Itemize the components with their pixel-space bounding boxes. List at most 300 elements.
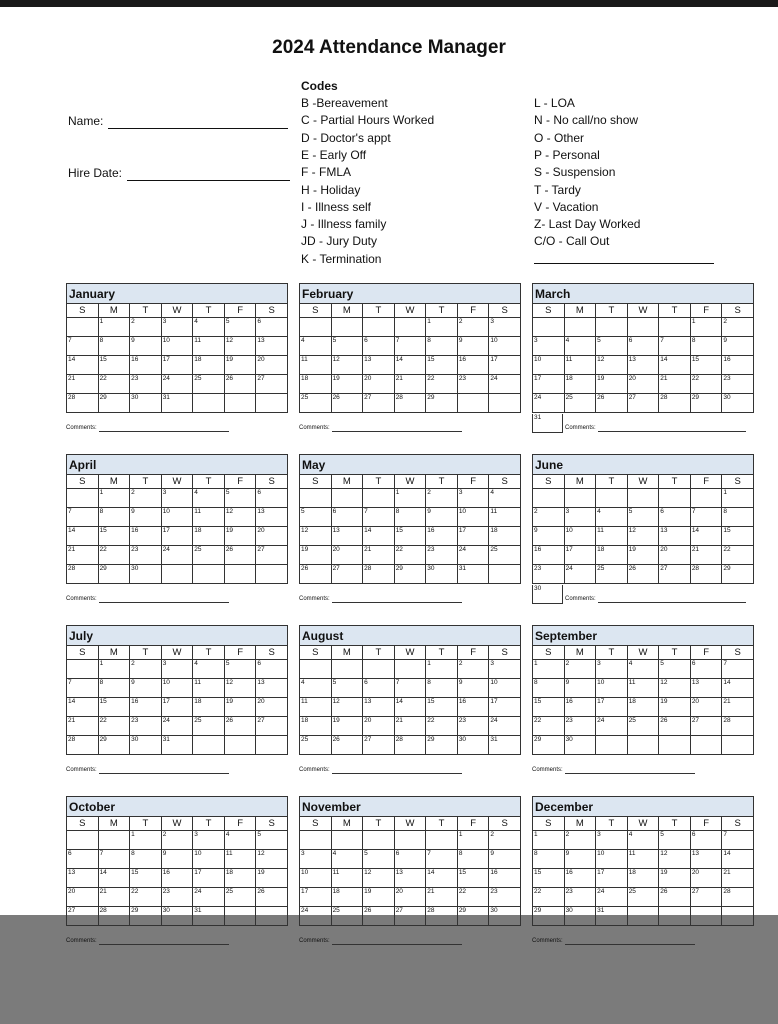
- day-cell[interactable]: [193, 565, 225, 584]
- day-cell[interactable]: 15: [394, 527, 426, 546]
- day-cell[interactable]: [627, 489, 659, 508]
- day-cell[interactable]: 12: [596, 356, 628, 375]
- day-cell[interactable]: 14: [67, 356, 99, 375]
- day-cell[interactable]: 18: [193, 698, 225, 717]
- day-cell[interactable]: 17: [489, 356, 521, 375]
- day-cell[interactable]: 22: [722, 546, 754, 565]
- day-cell[interactable]: 17: [533, 375, 565, 394]
- day-cell[interactable]: 8: [457, 850, 489, 869]
- day-cell[interactable]: 25: [627, 717, 659, 736]
- day-cell[interactable]: 19: [363, 888, 395, 907]
- day-cell[interactable]: 2: [130, 660, 162, 679]
- day-cell[interactable]: 5: [224, 489, 256, 508]
- day-cell[interactable]: 29: [457, 907, 489, 926]
- day-cell[interactable]: 17: [161, 698, 193, 717]
- day-cell[interactable]: 20: [331, 546, 363, 565]
- day-cell[interactable]: 20: [256, 356, 288, 375]
- day-cell[interactable]: 21: [690, 546, 722, 565]
- day-cell[interactable]: 29: [130, 907, 162, 926]
- day-cell[interactable]: 13: [394, 869, 426, 888]
- day-cell[interactable]: [98, 831, 130, 850]
- day-cell[interactable]: 19: [659, 698, 691, 717]
- day-cell[interactable]: 27: [363, 394, 395, 413]
- day-cell[interactable]: 2: [426, 489, 458, 508]
- day-cell[interactable]: 3: [161, 318, 193, 337]
- day-cell[interactable]: 20: [394, 888, 426, 907]
- day-cell[interactable]: 4: [627, 831, 659, 850]
- day-cell[interactable]: 7: [67, 679, 99, 698]
- day-cell[interactable]: 5: [300, 508, 332, 527]
- day-cell[interactable]: 22: [426, 717, 458, 736]
- comments-field[interactable]: [299, 766, 462, 774]
- day-cell[interactable]: 27: [331, 565, 363, 584]
- day-cell[interactable]: [659, 907, 691, 926]
- day-cell[interactable]: 27: [67, 907, 99, 926]
- day-cell[interactable]: 30: [130, 565, 162, 584]
- day-cell[interactable]: 30: [532, 585, 563, 604]
- day-cell[interactable]: 15: [98, 527, 130, 546]
- day-cell[interactable]: 17: [596, 698, 628, 717]
- day-cell[interactable]: [224, 907, 256, 926]
- day-cell[interactable]: 4: [564, 337, 596, 356]
- day-cell[interactable]: 1: [457, 831, 489, 850]
- day-cell[interactable]: 1: [130, 831, 162, 850]
- day-cell[interactable]: 28: [98, 907, 130, 926]
- day-cell[interactable]: 13: [331, 527, 363, 546]
- day-cell[interactable]: 9: [130, 337, 162, 356]
- day-cell[interactable]: 18: [224, 869, 256, 888]
- day-cell[interactable]: 18: [596, 546, 628, 565]
- day-cell[interactable]: 5: [363, 850, 395, 869]
- day-cell[interactable]: 20: [690, 869, 722, 888]
- day-cell[interactable]: 7: [426, 850, 458, 869]
- day-cell[interactable]: 9: [722, 337, 754, 356]
- day-cell[interactable]: 24: [596, 888, 628, 907]
- day-cell[interactable]: 8: [426, 679, 458, 698]
- day-cell[interactable]: 12: [659, 679, 691, 698]
- day-cell[interactable]: 16: [161, 869, 193, 888]
- day-cell[interactable]: 9: [161, 850, 193, 869]
- day-cell[interactable]: 17: [300, 888, 332, 907]
- day-cell[interactable]: 23: [564, 888, 596, 907]
- day-cell[interactable]: 28: [394, 394, 426, 413]
- day-cell[interactable]: 11: [489, 508, 521, 527]
- day-cell[interactable]: 21: [426, 888, 458, 907]
- day-cell[interactable]: 6: [331, 508, 363, 527]
- day-cell[interactable]: [596, 318, 628, 337]
- comments-line[interactable]: [332, 938, 462, 945]
- day-cell[interactable]: 10: [564, 527, 596, 546]
- day-cell[interactable]: 30: [130, 394, 162, 413]
- comments-line[interactable]: [332, 596, 462, 603]
- day-cell[interactable]: 18: [193, 527, 225, 546]
- day-cell[interactable]: 22: [98, 546, 130, 565]
- day-cell[interactable]: 11: [300, 356, 332, 375]
- day-cell[interactable]: 7: [394, 679, 426, 698]
- day-cell[interactable]: [394, 318, 426, 337]
- day-cell[interactable]: 1: [426, 660, 458, 679]
- day-cell[interactable]: 14: [98, 869, 130, 888]
- day-cell[interactable]: 5: [331, 337, 363, 356]
- day-cell[interactable]: [533, 489, 565, 508]
- comments-field[interactable]: [299, 595, 462, 603]
- day-cell[interactable]: 19: [224, 527, 256, 546]
- day-cell[interactable]: 11: [596, 527, 628, 546]
- day-cell[interactable]: 8: [394, 508, 426, 527]
- day-cell[interactable]: 14: [363, 527, 395, 546]
- day-cell[interactable]: 25: [331, 907, 363, 926]
- day-cell[interactable]: 5: [659, 831, 691, 850]
- day-cell[interactable]: 26: [659, 888, 691, 907]
- day-cell[interactable]: 9: [564, 679, 596, 698]
- day-cell[interactable]: 23: [489, 888, 521, 907]
- day-cell[interactable]: 15: [457, 869, 489, 888]
- day-cell[interactable]: 17: [564, 546, 596, 565]
- comments-field[interactable]: [66, 595, 229, 603]
- day-cell[interactable]: 25: [193, 717, 225, 736]
- day-cell[interactable]: [690, 489, 722, 508]
- day-cell[interactable]: 25: [300, 394, 332, 413]
- day-cell[interactable]: [67, 318, 99, 337]
- day-cell[interactable]: 15: [98, 698, 130, 717]
- day-cell[interactable]: 30: [564, 736, 596, 755]
- day-cell[interactable]: 30: [489, 907, 521, 926]
- day-cell[interactable]: 21: [394, 717, 426, 736]
- day-cell[interactable]: 1: [722, 489, 754, 508]
- day-cell[interactable]: 22: [394, 546, 426, 565]
- day-cell[interactable]: 25: [193, 546, 225, 565]
- day-cell[interactable]: 29: [722, 565, 754, 584]
- day-cell[interactable]: 5: [224, 660, 256, 679]
- day-cell[interactable]: 14: [722, 679, 754, 698]
- day-cell[interactable]: 14: [394, 698, 426, 717]
- day-cell[interactable]: 30: [457, 736, 489, 755]
- day-cell[interactable]: 19: [224, 698, 256, 717]
- comments-line[interactable]: [598, 425, 746, 432]
- day-cell[interactable]: 29: [98, 736, 130, 755]
- day-cell[interactable]: [300, 489, 332, 508]
- day-cell[interactable]: 2: [130, 489, 162, 508]
- day-cell[interactable]: 6: [256, 318, 288, 337]
- day-cell[interactable]: 18: [193, 356, 225, 375]
- day-cell[interactable]: 24: [489, 717, 521, 736]
- day-cell[interactable]: 16: [130, 356, 162, 375]
- day-cell[interactable]: 28: [690, 565, 722, 584]
- day-cell[interactable]: 1: [533, 831, 565, 850]
- day-cell[interactable]: 10: [596, 679, 628, 698]
- day-cell[interactable]: 16: [722, 356, 754, 375]
- day-cell[interactable]: [331, 660, 363, 679]
- day-cell[interactable]: 28: [722, 717, 754, 736]
- day-cell[interactable]: 8: [533, 850, 565, 869]
- day-cell[interactable]: 28: [67, 736, 99, 755]
- day-cell[interactable]: 25: [300, 736, 332, 755]
- day-cell[interactable]: 15: [533, 869, 565, 888]
- day-cell[interactable]: [224, 565, 256, 584]
- day-cell[interactable]: [596, 489, 628, 508]
- day-cell[interactable]: 19: [331, 717, 363, 736]
- day-cell[interactable]: 5: [256, 831, 288, 850]
- day-cell[interactable]: 6: [690, 660, 722, 679]
- day-cell[interactable]: 1: [98, 318, 130, 337]
- day-cell[interactable]: 26: [224, 375, 256, 394]
- day-cell[interactable]: 7: [722, 831, 754, 850]
- day-cell[interactable]: 20: [256, 527, 288, 546]
- day-cell[interactable]: 29: [533, 907, 565, 926]
- day-cell[interactable]: 23: [457, 375, 489, 394]
- day-cell[interactable]: 20: [659, 546, 691, 565]
- day-cell[interactable]: [627, 318, 659, 337]
- day-cell[interactable]: 2: [564, 831, 596, 850]
- day-cell[interactable]: 21: [67, 546, 99, 565]
- comments-line[interactable]: [598, 596, 746, 603]
- day-cell[interactable]: 29: [690, 394, 722, 413]
- day-cell[interactable]: 31: [161, 394, 193, 413]
- day-cell[interactable]: 2: [533, 508, 565, 527]
- day-cell[interactable]: 12: [256, 850, 288, 869]
- day-cell[interactable]: 20: [256, 698, 288, 717]
- day-cell[interactable]: 4: [596, 508, 628, 527]
- day-cell[interactable]: 2: [130, 318, 162, 337]
- day-cell[interactable]: 9: [130, 508, 162, 527]
- day-cell[interactable]: 28: [659, 394, 691, 413]
- day-cell[interactable]: 3: [161, 489, 193, 508]
- day-cell[interactable]: 6: [67, 850, 99, 869]
- day-cell[interactable]: 19: [300, 546, 332, 565]
- day-cell[interactable]: [193, 394, 225, 413]
- day-cell[interactable]: [457, 394, 489, 413]
- day-cell[interactable]: 15: [690, 356, 722, 375]
- day-cell[interactable]: [363, 489, 395, 508]
- day-cell[interactable]: 5: [224, 318, 256, 337]
- day-cell[interactable]: 28: [722, 888, 754, 907]
- day-cell[interactable]: 23: [457, 717, 489, 736]
- day-cell[interactable]: 12: [331, 698, 363, 717]
- day-cell[interactable]: 22: [130, 888, 162, 907]
- day-cell[interactable]: 25: [489, 546, 521, 565]
- day-cell[interactable]: 16: [533, 546, 565, 565]
- comments-line[interactable]: [332, 425, 462, 432]
- day-cell[interactable]: [300, 831, 332, 850]
- day-cell[interactable]: 22: [457, 888, 489, 907]
- day-cell[interactable]: 16: [457, 356, 489, 375]
- day-cell[interactable]: 11: [627, 850, 659, 869]
- day-cell[interactable]: [331, 318, 363, 337]
- day-cell[interactable]: 12: [224, 337, 256, 356]
- day-cell[interactable]: 21: [363, 546, 395, 565]
- day-cell[interactable]: 3: [564, 508, 596, 527]
- day-cell[interactable]: 29: [426, 736, 458, 755]
- day-cell[interactable]: 3: [596, 831, 628, 850]
- day-cell[interactable]: 3: [489, 660, 521, 679]
- day-cell[interactable]: 13: [67, 869, 99, 888]
- day-cell[interactable]: 6: [659, 508, 691, 527]
- day-cell[interactable]: 6: [363, 337, 395, 356]
- day-cell[interactable]: 24: [161, 375, 193, 394]
- day-cell[interactable]: 10: [161, 337, 193, 356]
- day-cell[interactable]: 9: [533, 527, 565, 546]
- day-cell[interactable]: 19: [627, 546, 659, 565]
- day-cell[interactable]: 28: [67, 394, 99, 413]
- day-cell[interactable]: [224, 736, 256, 755]
- day-cell[interactable]: 4: [193, 489, 225, 508]
- day-cell[interactable]: 24: [161, 717, 193, 736]
- day-cell[interactable]: 25: [564, 394, 596, 413]
- day-cell[interactable]: 18: [300, 375, 332, 394]
- day-cell[interactable]: 6: [627, 337, 659, 356]
- day-cell[interactable]: 9: [489, 850, 521, 869]
- day-cell[interactable]: 10: [533, 356, 565, 375]
- day-cell[interactable]: 29: [426, 394, 458, 413]
- comments-line[interactable]: [99, 425, 229, 432]
- hire-date-line[interactable]: [127, 168, 290, 181]
- day-cell[interactable]: 3: [533, 337, 565, 356]
- day-cell[interactable]: 23: [130, 375, 162, 394]
- day-cell[interactable]: 14: [67, 698, 99, 717]
- day-cell[interactable]: [489, 394, 521, 413]
- comments-field[interactable]: [299, 424, 462, 432]
- day-cell[interactable]: 3: [300, 850, 332, 869]
- day-cell[interactable]: 3: [161, 660, 193, 679]
- day-cell[interactable]: 1: [426, 318, 458, 337]
- day-cell[interactable]: 24: [489, 375, 521, 394]
- day-cell[interactable]: 23: [130, 717, 162, 736]
- day-cell[interactable]: [722, 907, 754, 926]
- day-cell[interactable]: 19: [256, 869, 288, 888]
- day-cell[interactable]: 24: [596, 717, 628, 736]
- day-cell[interactable]: 2: [722, 318, 754, 337]
- day-cell[interactable]: 30: [722, 394, 754, 413]
- comments-field[interactable]: [565, 424, 746, 432]
- day-cell[interactable]: 27: [363, 736, 395, 755]
- comments-line[interactable]: [565, 938, 695, 945]
- day-cell[interactable]: [67, 660, 99, 679]
- day-cell[interactable]: 4: [627, 660, 659, 679]
- day-cell[interactable]: [564, 318, 596, 337]
- day-cell[interactable]: [224, 394, 256, 413]
- day-cell[interactable]: 9: [426, 508, 458, 527]
- day-cell[interactable]: 23: [564, 717, 596, 736]
- day-cell[interactable]: 8: [98, 679, 130, 698]
- day-cell[interactable]: 2: [457, 660, 489, 679]
- day-cell[interactable]: 11: [193, 508, 225, 527]
- day-cell[interactable]: 21: [67, 375, 99, 394]
- day-cell[interactable]: [426, 831, 458, 850]
- day-cell[interactable]: 29: [394, 565, 426, 584]
- day-cell[interactable]: 18: [331, 888, 363, 907]
- day-cell[interactable]: 6: [256, 489, 288, 508]
- day-cell[interactable]: 2: [564, 660, 596, 679]
- day-cell[interactable]: 13: [256, 679, 288, 698]
- day-cell[interactable]: 17: [457, 527, 489, 546]
- day-cell[interactable]: 15: [533, 698, 565, 717]
- day-cell[interactable]: 20: [363, 717, 395, 736]
- comments-field[interactable]: [565, 595, 746, 603]
- day-cell[interactable]: 27: [256, 717, 288, 736]
- day-cell[interactable]: 16: [457, 698, 489, 717]
- day-cell[interactable]: 20: [67, 888, 99, 907]
- day-cell[interactable]: 24: [457, 546, 489, 565]
- day-cell[interactable]: 26: [627, 565, 659, 584]
- day-cell[interactable]: 21: [98, 888, 130, 907]
- day-cell[interactable]: [363, 831, 395, 850]
- day-cell[interactable]: 10: [489, 337, 521, 356]
- comments-field[interactable]: [66, 766, 229, 774]
- day-cell[interactable]: 9: [457, 337, 489, 356]
- day-cell[interactable]: 9: [564, 850, 596, 869]
- day-cell[interactable]: 5: [596, 337, 628, 356]
- day-cell[interactable]: 24: [564, 565, 596, 584]
- day-cell[interactable]: 14: [659, 356, 691, 375]
- day-cell[interactable]: 23: [533, 565, 565, 584]
- day-cell[interactable]: 31: [532, 414, 563, 433]
- day-cell[interactable]: [256, 907, 288, 926]
- day-cell[interactable]: 24: [161, 546, 193, 565]
- day-cell[interactable]: 29: [533, 736, 565, 755]
- day-cell[interactable]: 5: [659, 660, 691, 679]
- comments-field[interactable]: [66, 424, 229, 432]
- day-cell[interactable]: [300, 318, 332, 337]
- day-cell[interactable]: [690, 736, 722, 755]
- comments-field[interactable]: [299, 937, 462, 945]
- day-cell[interactable]: 10: [300, 869, 332, 888]
- day-cell[interactable]: 21: [722, 698, 754, 717]
- day-cell[interactable]: [596, 736, 628, 755]
- day-cell[interactable]: 4: [224, 831, 256, 850]
- day-cell[interactable]: 13: [256, 337, 288, 356]
- comments-line[interactable]: [99, 938, 229, 945]
- day-cell[interactable]: 19: [596, 375, 628, 394]
- day-cell[interactable]: 11: [331, 869, 363, 888]
- day-cell[interactable]: 8: [533, 679, 565, 698]
- day-cell[interactable]: 14: [394, 356, 426, 375]
- day-cell[interactable]: 24: [533, 394, 565, 413]
- day-cell[interactable]: 29: [98, 565, 130, 584]
- day-cell[interactable]: 1: [394, 489, 426, 508]
- day-cell[interactable]: 8: [98, 337, 130, 356]
- day-cell[interactable]: 12: [363, 869, 395, 888]
- day-cell[interactable]: 17: [193, 869, 225, 888]
- day-cell[interactable]: 24: [300, 907, 332, 926]
- day-cell[interactable]: 9: [130, 679, 162, 698]
- day-cell[interactable]: 6: [363, 679, 395, 698]
- day-cell[interactable]: 28: [363, 565, 395, 584]
- day-cell[interactable]: 27: [394, 907, 426, 926]
- day-cell[interactable]: [489, 565, 521, 584]
- comments-line[interactable]: [99, 767, 229, 774]
- day-cell[interactable]: 7: [690, 508, 722, 527]
- day-cell[interactable]: 28: [67, 565, 99, 584]
- day-cell[interactable]: 15: [426, 356, 458, 375]
- day-cell[interactable]: 12: [627, 527, 659, 546]
- day-cell[interactable]: 7: [363, 508, 395, 527]
- day-cell[interactable]: 21: [722, 869, 754, 888]
- day-cell[interactable]: [690, 907, 722, 926]
- day-cell[interactable]: 10: [596, 850, 628, 869]
- day-cell[interactable]: 31: [489, 736, 521, 755]
- comments-line[interactable]: [332, 767, 462, 774]
- day-cell[interactable]: 26: [256, 888, 288, 907]
- day-cell[interactable]: 11: [300, 698, 332, 717]
- day-cell[interactable]: 13: [659, 527, 691, 546]
- day-cell[interactable]: 13: [256, 508, 288, 527]
- day-cell[interactable]: [394, 660, 426, 679]
- day-cell[interactable]: 12: [331, 356, 363, 375]
- day-cell[interactable]: 20: [627, 375, 659, 394]
- day-cell[interactable]: 22: [533, 888, 565, 907]
- day-cell[interactable]: 30: [426, 565, 458, 584]
- comments-field[interactable]: [532, 766, 695, 774]
